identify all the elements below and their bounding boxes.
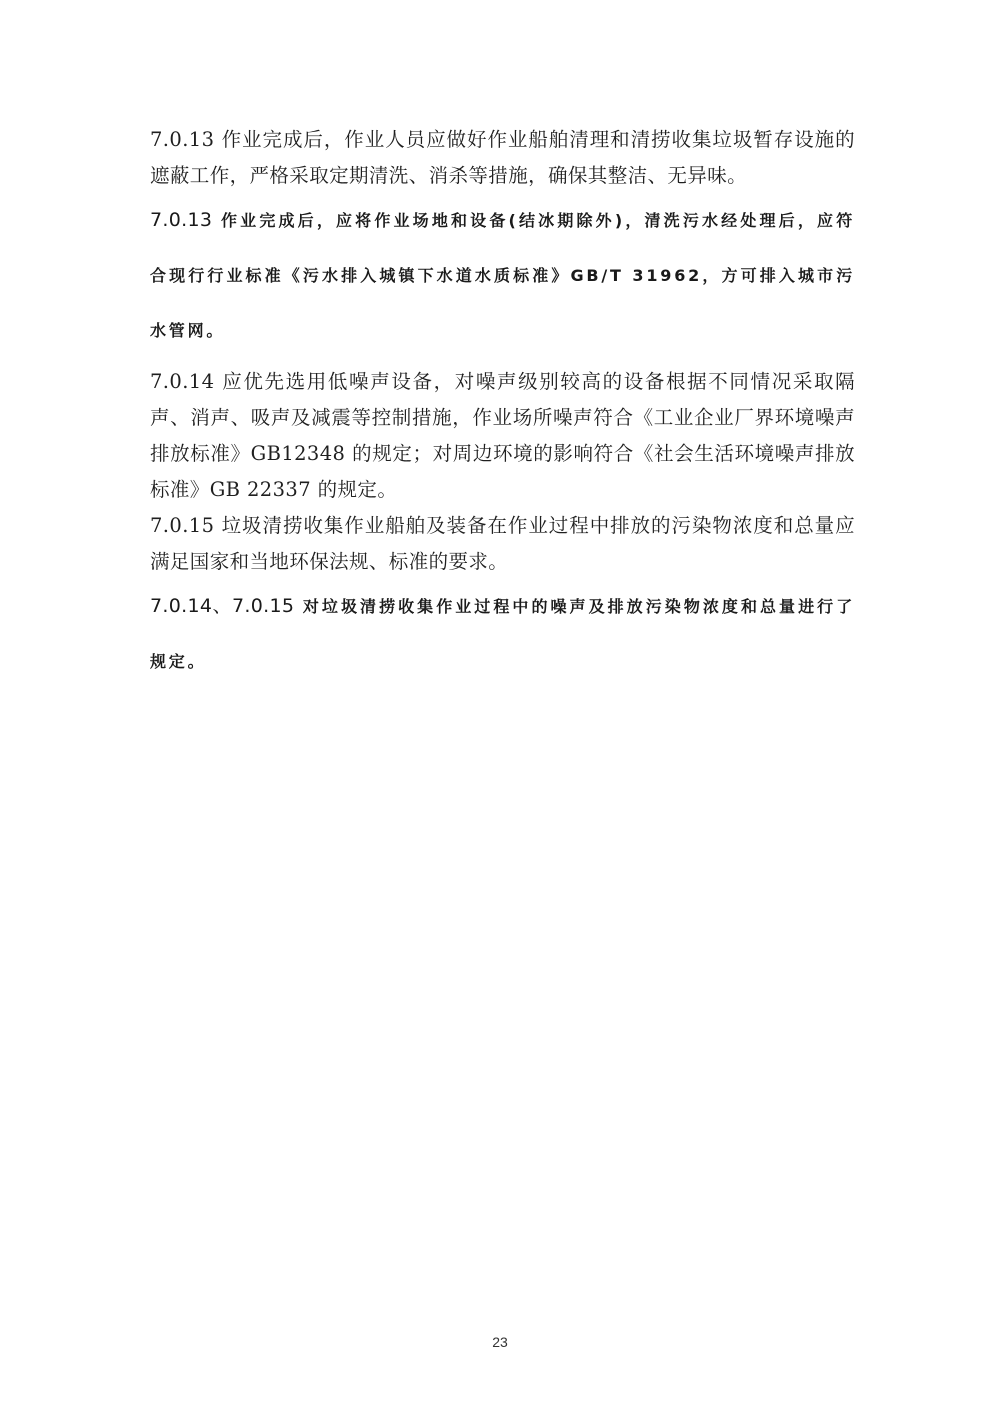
clause-7-0-14-main	[150, 364, 855, 508]
clause-text: 作业完成后，应将作业场地和设备(结冰期除外)，清洗污水经处理后，应符合现行行业标准《污水排入城镇下水道水质标准》GB/T 31962，方可排入城市污水管网。	[150, 211, 855, 340]
clause-number: 7.0.13	[150, 128, 215, 151]
clause-text: 垃圾清捞收集作业船舶及装备在作业过程中排放的污染物浓度和总量应满足国家和当地环保法规、标准的要求。	[150, 514, 855, 573]
document-body	[150, 122, 855, 689]
clause-number: 7.0.13	[150, 209, 213, 231]
clause-number: 7.0.15	[150, 514, 215, 537]
clause-number: 7.0.14、7.0.15	[150, 595, 295, 617]
clause-7-0-13-explanation	[150, 193, 855, 358]
clause-7-0-13-main	[150, 122, 855, 194]
clause-7-0-14-15-explanation	[150, 579, 855, 689]
clause-text: 应优先选用低噪声设备，对噪声级别较高的设备根据不同情况采取隔声、消声、吸声及减震等控制措施，作业场所噪声符合《工业企业厂界环境噪声排放标准》GB12348 的规定；对周边环境的影响符合《社会生活环境噪声排放标准》GB 22337 的规定。	[150, 370, 855, 501]
clause-text: 作业完成后，作业人员应做好作业船舶清理和清捞收集垃圾暂存设施的遮蔽工作，严格采取定期清洗、消杀等措施，确保其整洁、无异味。	[150, 128, 855, 187]
clause-7-0-15-main	[150, 508, 855, 580]
clause-number: 7.0.14	[150, 370, 215, 393]
page-number: 23	[492, 1334, 508, 1350]
clause-text: 对垃圾清捞收集作业过程中的噪声及排放污染物浓度和总量进行了规定。	[150, 597, 855, 671]
